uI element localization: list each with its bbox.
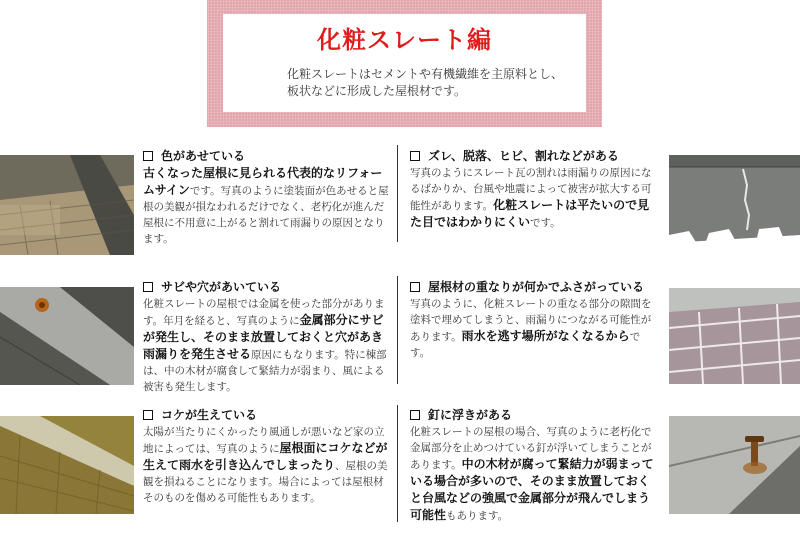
column-divider bbox=[397, 276, 398, 384]
item-heading: サビや穴があいている bbox=[143, 279, 391, 296]
checkbox-icon bbox=[143, 410, 153, 420]
photo-cracked-slate bbox=[669, 155, 800, 247]
item-cracks bbox=[410, 148, 660, 231]
page-title: 化粧スレート編 bbox=[317, 26, 492, 54]
intro-line: 板状などに形成した屋根材です。 bbox=[287, 84, 467, 98]
item-description: 写真のように、化粧スレートの重なる部分の隙間を塗料で埋めてしまうと、雨漏りにつながる可能性があります。雨水を逃す場所がなくなるからです。 bbox=[410, 298, 652, 359]
item-description: 太陽が当たりにくかったり風通しが悪いなど家の立地によっては、写真のように屋根面にコケなどが生えて雨水を引き込んでしまったり、屋根の美観を損ねることになります。場合によっては屋根材そのものを傷める可能性もあります。 bbox=[143, 426, 388, 504]
item-heading: 色があせている bbox=[143, 148, 391, 165]
item-heading: コケが生えている bbox=[143, 407, 391, 424]
item-raised-nail bbox=[410, 407, 660, 524]
photo-mossy-roof bbox=[0, 416, 134, 514]
checkbox-icon bbox=[410, 410, 420, 420]
item-faded-color bbox=[143, 148, 391, 247]
checkbox-icon bbox=[410, 151, 420, 161]
header-box bbox=[223, 14, 586, 112]
photo-faded-roof bbox=[0, 155, 134, 255]
item-description: 古くなった屋根に見られる代表的なリフォームサインです。写真のように塗装面が色あせると屋根の美観が損なわれるだけでなく、老朽化が進んだ屋根に不用意に上がると割れて雨漏りの原因となります。 bbox=[143, 166, 389, 245]
photo-raised-nail bbox=[669, 416, 800, 514]
item-description: 写真のようにスレート瓦の割れは雨漏りの原因になるばかりか、台風や地震によって被害が拡大する可能性があります。化粧スレートは平たいので見た目ではわかりにくいです。 bbox=[410, 167, 652, 229]
item-heading: 屋根材の重なりが何かでふさがっている bbox=[410, 279, 660, 296]
checkbox-icon bbox=[143, 151, 153, 161]
column-divider bbox=[397, 405, 398, 522]
item-heading: 釘に浮きがある bbox=[410, 407, 660, 424]
checkbox-icon bbox=[410, 282, 420, 292]
item-description: 化粧スレートの屋根では金属を使った部分があります。年月を経ると、写真のように金属部分にサビが発生し、そのまま放置しておくと穴があき雨漏りを発生させる原因にもなります。特に棟部は、中の木材が腐食して緊結力が弱まり、風による被害も発生します。 bbox=[143, 298, 387, 393]
item-rust-holes bbox=[143, 279, 391, 395]
header-banner bbox=[207, 0, 602, 127]
item-moss bbox=[143, 407, 391, 506]
column-divider bbox=[397, 145, 398, 242]
photo-rusted-metal bbox=[0, 287, 134, 385]
item-heading: ズレ、脱落、ヒビ、割れなどがある bbox=[410, 148, 660, 165]
item-description: 化粧スレートの屋根の場合、写真のように老朽化で金属部分を止めつけている釘が浮いてしまうことがあります。中の木材が腐って緊結力が弱まっている場合が多いので、そのまま放置しておくと台風などの強風で金属部分が飛んでしまう可能性もあります。 bbox=[410, 426, 654, 522]
item-overlap-blocked bbox=[410, 279, 660, 361]
intro-line: 化粧スレートはセメントや有機繊維を主原料とし、 bbox=[287, 67, 564, 81]
photo-filled-gaps bbox=[669, 288, 800, 384]
checkbox-icon bbox=[143, 282, 153, 292]
intro-text bbox=[287, 66, 563, 100]
